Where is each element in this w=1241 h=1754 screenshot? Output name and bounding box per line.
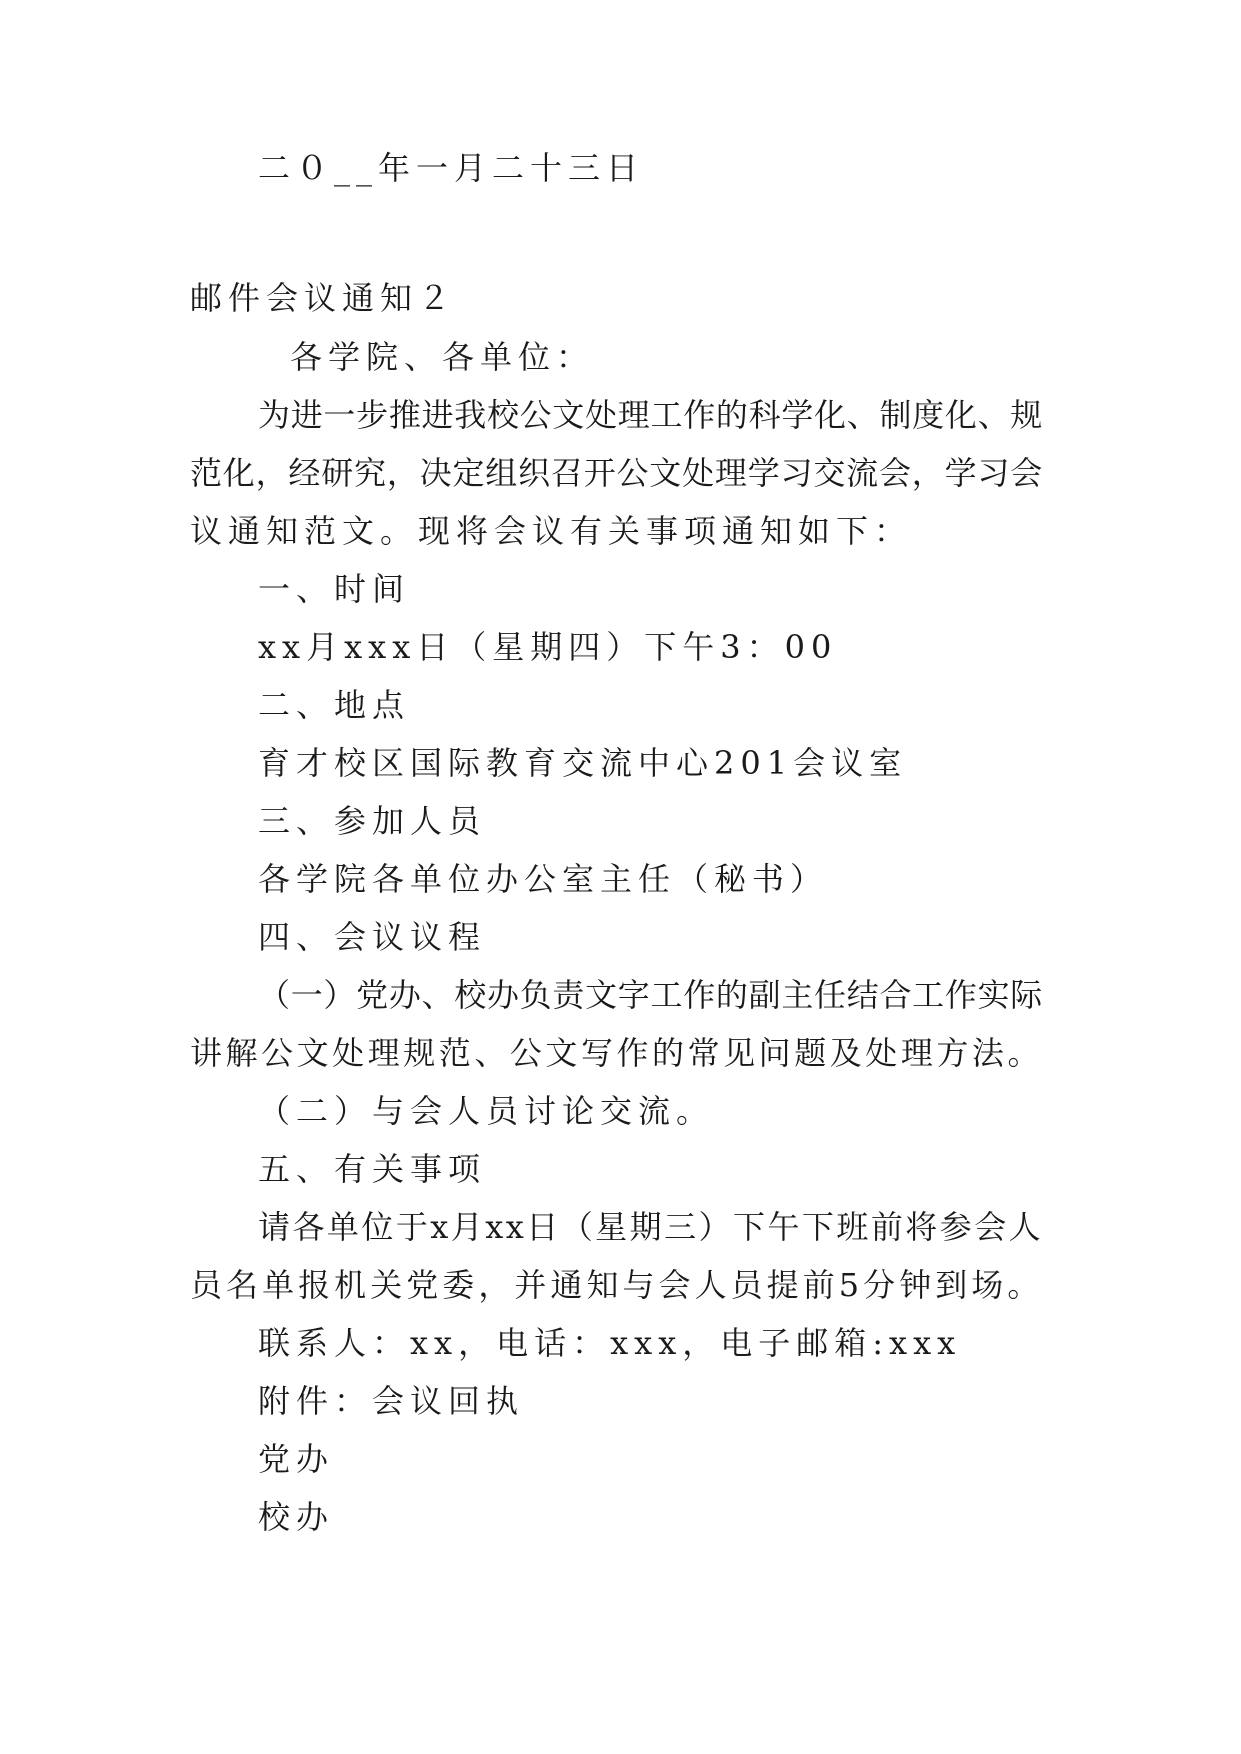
intro-line: 议通知范文。现将会议有关事项通知如下：: [190, 512, 913, 550]
section-heading-attendees: 三、参加人员: [258, 802, 487, 840]
section-heading-matters: 五、有关事项: [258, 1150, 487, 1188]
section-heading-agenda: 四、会议议程: [258, 918, 487, 956]
intro-line: 范化，经研究，决定组织召开公文处理学习交流会，学习会: [190, 454, 1044, 492]
contact-info: 联系人：xx，电话：xxx，电子邮箱:xxx: [258, 1324, 962, 1362]
section-heading-place: 二、地点: [258, 686, 411, 724]
agenda-item-line: （一）党办、校办负责文字工作的副主任结合工作实际: [258, 976, 1044, 1014]
matters-line: 员名单报机关党委，并通知与会人员提前5分钟到场。: [190, 1266, 1044, 1304]
section-heading-time: 一、时间: [258, 570, 411, 608]
section-value-attendees: 各学院各单位办公室主任（秘书）: [258, 860, 829, 898]
document-title: 邮件会议通知２: [190, 279, 457, 317]
agenda-item: （二）与会人员讨论交流。: [258, 1092, 715, 1130]
signature-school-office: 校办: [258, 1498, 335, 1536]
signature-party-office: 党办: [258, 1440, 335, 1478]
attachment-note: 附件：会议回执: [258, 1382, 525, 1420]
section-value-time: xx月xxx日（星期四）下午3：00: [258, 628, 838, 666]
document-date: 二０__年一月二十三日: [258, 149, 645, 187]
matters-line: 请各单位于x月xx日（星期三）下午下班前将参会人: [258, 1208, 1044, 1246]
intro-line: 为进一步推进我校公文处理工作的科学化、制度化、规: [258, 396, 1044, 434]
agenda-item-line: 讲解公文处理规范、公文写作的常见问题及处理方法。: [190, 1034, 1044, 1072]
salutation: 各学院、各单位：: [290, 338, 595, 376]
section-value-place: 育才校区国际教育交流中心201会议室: [258, 744, 908, 782]
